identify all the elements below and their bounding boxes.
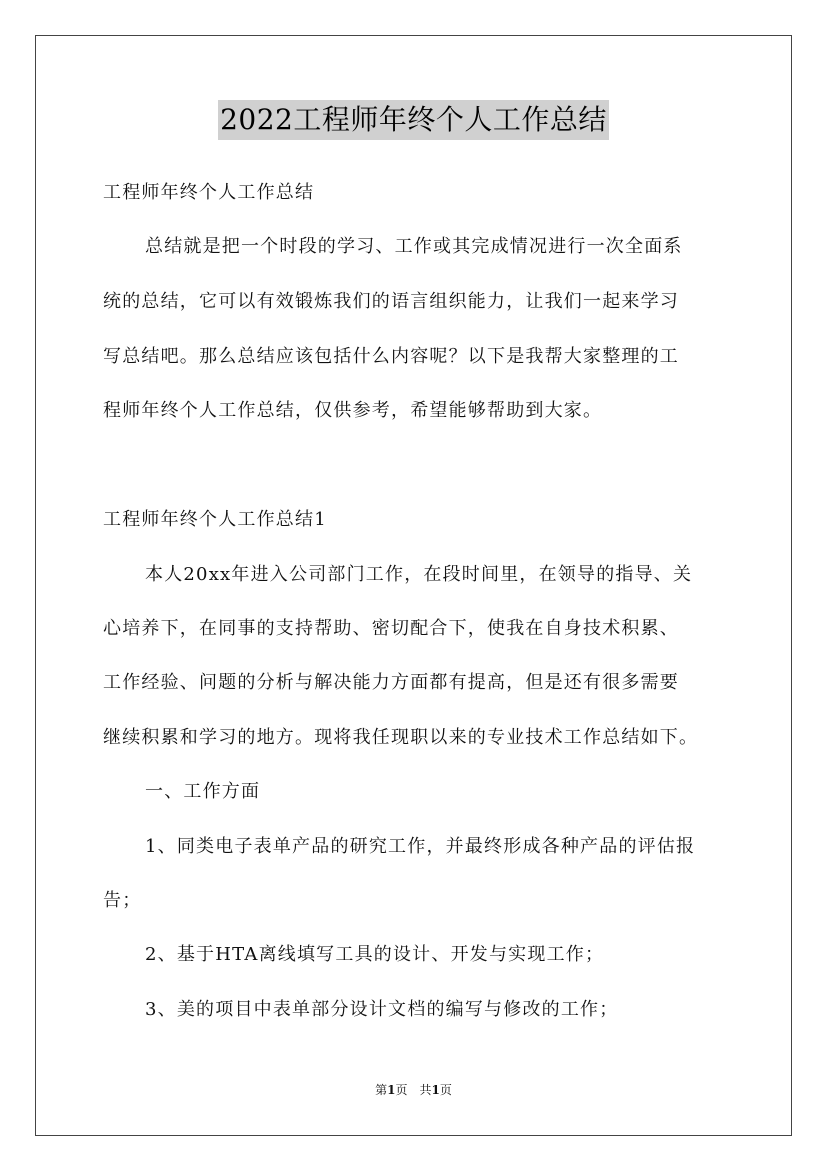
footer-mid: 页 共: [395, 1083, 432, 1097]
section-line-1: 本人20xx年进入公司部门工作，在段时间里，在领导的指导、关: [145, 564, 693, 585]
list-item-1: 1、同类电子表单产品的研究工作，并最终形成各种产品的评估报: [145, 836, 696, 857]
page-footer: [0, 1082, 827, 1098]
document-title: 2022工程师年终个人工作总结: [218, 100, 609, 140]
section-heading: 工程师年终个人工作总结1: [103, 509, 327, 530]
section-line-4: 继续积累和学习的地方。现将我任现职以来的专业技术工作总结如下。: [103, 727, 699, 748]
document-subtitle: 工程师年终个人工作总结: [103, 182, 315, 203]
intro-line-1: 总结就是把一个时段的学习、工作或其完成情况进行一次全面系: [145, 236, 683, 257]
work-subheading: 一、工作方面: [145, 781, 261, 802]
list-item-2: 2、基于HTA离线填写工具的设计、开发与实现工作；: [145, 944, 605, 965]
list-item-3: 3、美的项目中表单部分设计文档的编写与修改的工作；: [145, 999, 619, 1020]
footer-prefix: 第: [375, 1083, 388, 1097]
list-item-1-continued: 告；: [103, 890, 142, 911]
section-line-2: 心培养下，在同事的支持帮助、密切配合下，使我在自身技术积累、: [103, 618, 679, 639]
intro-line-4: 程师年终个人工作总结，仅供参考，希望能够帮助到大家。: [103, 400, 603, 421]
footer-suffix: 页: [439, 1083, 452, 1097]
footer-current-page: 1: [387, 1083, 396, 1097]
intro-line-2: 统的总结，它可以有效锻炼我们的语言组织能力，让我们一起来学习: [103, 291, 679, 312]
title-container: [0, 100, 827, 140]
intro-line-3: 写总结吧。那么总结应该包括什么内容呢？以下是我帮大家整理的工: [103, 346, 679, 367]
footer-total-pages: 1: [431, 1083, 440, 1097]
section-line-3: 工作经验、问题的分析与解决能力方面都有提高，但是还有很多需要: [103, 672, 679, 693]
